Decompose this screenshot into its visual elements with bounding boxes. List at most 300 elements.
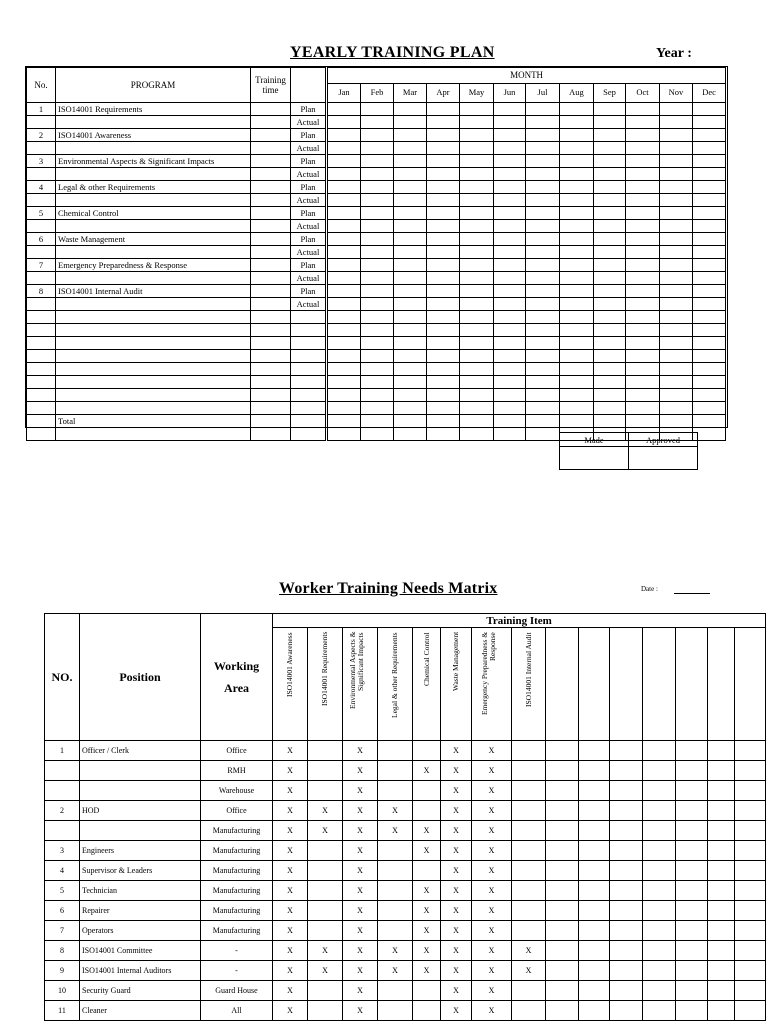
- training-mark-empty[interactable]: [546, 741, 579, 761]
- training-mark-empty[interactable]: [610, 861, 643, 881]
- month-cell-jan[interactable]: [327, 272, 361, 285]
- month-cell-feb[interactable]: [361, 324, 394, 337]
- training-mark-empty[interactable]: [643, 921, 676, 941]
- month-cell-jun[interactable]: [494, 285, 526, 298]
- month-cell-dec[interactable]: [693, 415, 726, 428]
- month-cell-apr[interactable]: [427, 363, 460, 376]
- month-cell-sep[interactable]: [594, 220, 626, 233]
- training-mark[interactable]: X: [512, 941, 546, 961]
- month-cell-feb[interactable]: [361, 311, 394, 324]
- training-time-cell[interactable]: [251, 337, 291, 350]
- training-mark-empty[interactable]: [579, 1001, 610, 1021]
- month-cell-nov[interactable]: [660, 116, 693, 129]
- month-cell-feb[interactable]: [361, 350, 394, 363]
- date-field[interactable]: [674, 593, 710, 594]
- month-cell-apr[interactable]: [427, 142, 460, 155]
- training-mark[interactable]: X: [441, 941, 472, 961]
- month-cell-jan[interactable]: [327, 259, 361, 272]
- training-mark-empty[interactable]: [579, 901, 610, 921]
- month-cell-nov[interactable]: [660, 363, 693, 376]
- training-mark-empty[interactable]: [676, 881, 708, 901]
- month-cell-dec[interactable]: [693, 272, 726, 285]
- month-cell-dec[interactable]: [693, 168, 726, 181]
- program-name-cell[interactable]: [56, 363, 251, 376]
- training-mark[interactable]: [378, 901, 413, 921]
- month-cell-may[interactable]: [460, 415, 494, 428]
- month-cell-oct[interactable]: [626, 259, 660, 272]
- training-mark[interactable]: [378, 761, 413, 781]
- month-cell-jul[interactable]: [526, 233, 560, 246]
- month-cell-aug[interactable]: [560, 363, 594, 376]
- training-mark[interactable]: X: [441, 1001, 472, 1021]
- training-mark[interactable]: X: [308, 821, 343, 841]
- month-cell-sep[interactable]: [594, 272, 626, 285]
- month-cell-jun[interactable]: [494, 272, 526, 285]
- training-time-cell[interactable]: [251, 116, 291, 129]
- training-mark[interactable]: [378, 861, 413, 881]
- approved-signature-field[interactable]: [629, 447, 698, 470]
- month-cell-jul[interactable]: [526, 337, 560, 350]
- month-cell-sep[interactable]: [594, 129, 626, 142]
- month-cell-nov[interactable]: [660, 389, 693, 402]
- program-name-cell[interactable]: [56, 402, 251, 415]
- training-mark[interactable]: [378, 981, 413, 1001]
- training-mark-empty[interactable]: [708, 941, 735, 961]
- training-mark-empty[interactable]: [643, 801, 676, 821]
- month-cell-apr[interactable]: [427, 376, 460, 389]
- month-cell-apr[interactable]: [427, 389, 460, 402]
- training-mark[interactable]: [413, 801, 441, 821]
- training-mark[interactable]: [512, 1001, 546, 1021]
- month-cell-nov[interactable]: [660, 285, 693, 298]
- month-cell-mar[interactable]: [394, 285, 427, 298]
- training-mark[interactable]: X: [441, 921, 472, 941]
- month-cell-oct[interactable]: [626, 363, 660, 376]
- training-mark-empty[interactable]: [579, 861, 610, 881]
- training-mark-empty[interactable]: [546, 821, 579, 841]
- month-cell-feb[interactable]: [361, 246, 394, 259]
- month-cell-oct[interactable]: [626, 298, 660, 311]
- month-cell-dec[interactable]: [693, 376, 726, 389]
- month-cell-may[interactable]: [460, 142, 494, 155]
- month-cell-jul[interactable]: [526, 376, 560, 389]
- month-cell-mar[interactable]: [394, 142, 427, 155]
- month-cell-jun[interactable]: [494, 376, 526, 389]
- month-cell-nov[interactable]: [660, 402, 693, 415]
- month-cell-aug[interactable]: [560, 194, 594, 207]
- month-cell-sep[interactable]: [594, 285, 626, 298]
- training-mark[interactable]: X: [472, 981, 512, 1001]
- month-cell-sep[interactable]: [594, 389, 626, 402]
- month-cell-mar[interactable]: [394, 402, 427, 415]
- training-mark[interactable]: X: [273, 881, 308, 901]
- month-cell-jan[interactable]: [327, 376, 361, 389]
- training-time-cell[interactable]: [251, 207, 291, 220]
- training-mark[interactable]: X: [472, 881, 512, 901]
- training-mark-empty[interactable]: [579, 841, 610, 861]
- training-mark[interactable]: [512, 981, 546, 1001]
- training-mark[interactable]: X: [343, 941, 378, 961]
- month-cell-oct[interactable]: [626, 415, 660, 428]
- training-mark-empty[interactable]: [610, 761, 643, 781]
- training-mark[interactable]: X: [441, 781, 472, 801]
- training-mark[interactable]: X: [343, 821, 378, 841]
- month-cell-feb[interactable]: [361, 207, 394, 220]
- month-cell-mar[interactable]: [394, 259, 427, 272]
- month-cell-nov[interactable]: [660, 311, 693, 324]
- training-time-cell[interactable]: [251, 233, 291, 246]
- month-cell-feb[interactable]: [361, 142, 394, 155]
- month-cell-mar[interactable]: [394, 233, 427, 246]
- month-cell-sep[interactable]: [594, 194, 626, 207]
- training-mark[interactable]: [512, 761, 546, 781]
- training-mark[interactable]: [413, 781, 441, 801]
- training-mark-empty[interactable]: [546, 841, 579, 861]
- month-cell-dec[interactable]: [693, 129, 726, 142]
- month-cell-dec[interactable]: [693, 181, 726, 194]
- month-cell-oct[interactable]: [626, 285, 660, 298]
- training-mark[interactable]: X: [343, 841, 378, 861]
- month-cell-dec[interactable]: [693, 337, 726, 350]
- month-cell-jun[interactable]: [494, 220, 526, 233]
- month-cell-may[interactable]: [460, 168, 494, 181]
- training-mark-empty[interactable]: [708, 901, 735, 921]
- training-mark[interactable]: X: [413, 921, 441, 941]
- month-cell-oct[interactable]: [626, 194, 660, 207]
- training-mark[interactable]: X: [343, 781, 378, 801]
- training-mark[interactable]: X: [343, 981, 378, 1001]
- month-cell-apr[interactable]: [427, 324, 460, 337]
- training-mark[interactable]: X: [273, 761, 308, 781]
- month-cell-apr[interactable]: [427, 116, 460, 129]
- training-mark-empty[interactable]: [546, 761, 579, 781]
- training-mark[interactable]: X: [472, 861, 512, 881]
- month-cell-oct[interactable]: [626, 376, 660, 389]
- month-cell-oct[interactable]: [626, 324, 660, 337]
- month-cell-jul[interactable]: [526, 142, 560, 155]
- month-cell-oct[interactable]: [626, 220, 660, 233]
- month-cell-dec[interactable]: [693, 155, 726, 168]
- training-mark-empty[interactable]: [643, 741, 676, 761]
- training-mark-empty[interactable]: [708, 821, 735, 841]
- made-signature-field[interactable]: [560, 447, 629, 470]
- training-mark-empty[interactable]: [735, 921, 766, 941]
- month-cell-oct[interactable]: [626, 350, 660, 363]
- month-cell-feb[interactable]: [361, 285, 394, 298]
- month-cell-mar[interactable]: [394, 246, 427, 259]
- training-mark-empty[interactable]: [708, 961, 735, 981]
- month-cell-dec[interactable]: [693, 207, 726, 220]
- month-cell-jan[interactable]: [327, 142, 361, 155]
- training-mark[interactable]: [308, 861, 343, 881]
- training-mark-empty[interactable]: [708, 861, 735, 881]
- month-cell-sep[interactable]: [594, 337, 626, 350]
- month-cell-may[interactable]: [460, 103, 494, 116]
- month-cell-aug[interactable]: [560, 142, 594, 155]
- month-cell-oct[interactable]: [626, 337, 660, 350]
- month-cell-apr[interactable]: [427, 350, 460, 363]
- month-cell-sep[interactable]: [594, 181, 626, 194]
- training-mark[interactable]: [308, 841, 343, 861]
- training-mark[interactable]: X: [273, 821, 308, 841]
- training-mark-empty[interactable]: [643, 881, 676, 901]
- training-mark-empty[interactable]: [643, 841, 676, 861]
- training-mark[interactable]: [413, 1001, 441, 1021]
- training-mark[interactable]: X: [343, 961, 378, 981]
- month-cell-feb[interactable]: [361, 337, 394, 350]
- program-name-cell[interactable]: [56, 311, 251, 324]
- month-cell-sep[interactable]: [594, 311, 626, 324]
- month-cell-aug[interactable]: [560, 103, 594, 116]
- training-mark[interactable]: X: [472, 901, 512, 921]
- month-cell-nov[interactable]: [660, 233, 693, 246]
- month-cell-nov[interactable]: [660, 155, 693, 168]
- training-mark[interactable]: [308, 741, 343, 761]
- training-mark[interactable]: [378, 741, 413, 761]
- month-cell-may[interactable]: [460, 259, 494, 272]
- training-time-cell[interactable]: [251, 259, 291, 272]
- training-mark[interactable]: X: [413, 941, 441, 961]
- training-mark[interactable]: X: [308, 801, 343, 821]
- month-cell-sep[interactable]: [594, 116, 626, 129]
- month-cell-dec[interactable]: [693, 259, 726, 272]
- training-mark-empty[interactable]: [579, 981, 610, 1001]
- month-cell-jul[interactable]: [526, 259, 560, 272]
- month-cell-dec[interactable]: [693, 402, 726, 415]
- month-cell-jan[interactable]: [327, 350, 361, 363]
- training-mark[interactable]: X: [441, 761, 472, 781]
- month-cell-nov[interactable]: [660, 246, 693, 259]
- month-cell-oct[interactable]: [626, 116, 660, 129]
- training-mark-empty[interactable]: [610, 901, 643, 921]
- month-cell-jun[interactable]: [494, 116, 526, 129]
- month-cell-sep[interactable]: [594, 298, 626, 311]
- training-mark-empty[interactable]: [546, 921, 579, 941]
- month-cell-sep[interactable]: [594, 155, 626, 168]
- training-mark[interactable]: X: [472, 961, 512, 981]
- month-cell-dec[interactable]: [693, 363, 726, 376]
- training-mark-empty[interactable]: [546, 901, 579, 921]
- month-cell-dec[interactable]: [693, 233, 726, 246]
- training-mark-empty[interactable]: [735, 941, 766, 961]
- month-cell-nov[interactable]: [660, 350, 693, 363]
- month-cell-jun[interactable]: [494, 233, 526, 246]
- month-cell-jan[interactable]: [327, 207, 361, 220]
- month-cell-jul[interactable]: [526, 298, 560, 311]
- training-mark-empty[interactable]: [579, 801, 610, 821]
- month-cell-apr[interactable]: [427, 285, 460, 298]
- month-cell-aug[interactable]: [560, 259, 594, 272]
- month-cell-mar[interactable]: [394, 207, 427, 220]
- month-cell-oct[interactable]: [626, 129, 660, 142]
- training-mark[interactable]: X: [343, 901, 378, 921]
- month-cell-apr[interactable]: [427, 233, 460, 246]
- month-cell-may[interactable]: [460, 350, 494, 363]
- training-mark[interactable]: [308, 981, 343, 1001]
- training-mark[interactable]: X: [413, 901, 441, 921]
- training-mark-empty[interactable]: [610, 821, 643, 841]
- month-cell-oct[interactable]: [626, 207, 660, 220]
- month-cell-aug[interactable]: [560, 246, 594, 259]
- training-mark-empty[interactable]: [708, 921, 735, 941]
- training-mark[interactable]: [512, 821, 546, 841]
- month-cell-feb[interactable]: [361, 376, 394, 389]
- month-cell-dec[interactable]: [693, 246, 726, 259]
- training-mark[interactable]: X: [413, 961, 441, 981]
- month-cell-nov[interactable]: [660, 103, 693, 116]
- training-mark[interactable]: X: [273, 861, 308, 881]
- training-mark[interactable]: [512, 801, 546, 821]
- training-time-cell[interactable]: [251, 311, 291, 324]
- month-cell-nov[interactable]: [660, 272, 693, 285]
- training-mark-empty[interactable]: [546, 861, 579, 881]
- month-cell-sep[interactable]: [594, 246, 626, 259]
- month-cell-jul[interactable]: [526, 129, 560, 142]
- month-cell-feb[interactable]: [361, 272, 394, 285]
- month-cell-apr[interactable]: [427, 181, 460, 194]
- month-cell-feb[interactable]: [361, 402, 394, 415]
- month-cell-jan[interactable]: [327, 220, 361, 233]
- month-cell-jan[interactable]: [327, 194, 361, 207]
- month-cell-dec[interactable]: [693, 389, 726, 402]
- month-cell-may[interactable]: [460, 363, 494, 376]
- month-cell-apr[interactable]: [427, 311, 460, 324]
- training-mark-empty[interactable]: [579, 921, 610, 941]
- month-cell-apr[interactable]: [427, 246, 460, 259]
- month-cell-jun[interactable]: [494, 389, 526, 402]
- month-cell-aug[interactable]: [560, 324, 594, 337]
- training-mark[interactable]: X: [273, 961, 308, 981]
- month-cell-nov[interactable]: [660, 194, 693, 207]
- training-mark[interactable]: [413, 741, 441, 761]
- month-cell-jul[interactable]: [526, 194, 560, 207]
- month-cell-jun[interactable]: [494, 311, 526, 324]
- month-cell-feb[interactable]: [361, 220, 394, 233]
- training-time-cell[interactable]: [251, 155, 291, 168]
- training-mark[interactable]: [378, 1001, 413, 1021]
- training-mark-empty[interactable]: [610, 801, 643, 821]
- training-mark-empty[interactable]: [610, 961, 643, 981]
- training-mark[interactable]: X: [441, 821, 472, 841]
- month-cell-jul[interactable]: [526, 311, 560, 324]
- month-cell-nov[interactable]: [660, 129, 693, 142]
- month-cell-feb[interactable]: [361, 168, 394, 181]
- training-mark-empty[interactable]: [643, 941, 676, 961]
- training-mark[interactable]: X: [472, 921, 512, 941]
- training-mark-empty[interactable]: [610, 841, 643, 861]
- month-cell-mar[interactable]: [394, 155, 427, 168]
- training-mark-empty[interactable]: [708, 841, 735, 861]
- training-mark[interactable]: X: [308, 961, 343, 981]
- month-cell-mar[interactable]: [394, 103, 427, 116]
- month-cell-jul[interactable]: [526, 220, 560, 233]
- month-cell-feb[interactable]: [361, 298, 394, 311]
- month-cell-dec[interactable]: [693, 350, 726, 363]
- training-mark-empty[interactable]: [708, 881, 735, 901]
- month-cell-aug[interactable]: [560, 337, 594, 350]
- month-cell-sep[interactable]: [594, 376, 626, 389]
- training-time-cell[interactable]: [251, 350, 291, 363]
- training-mark-empty[interactable]: [579, 741, 610, 761]
- month-cell-oct[interactable]: [626, 311, 660, 324]
- training-mark-empty[interactable]: [676, 941, 708, 961]
- training-mark-empty[interactable]: [546, 881, 579, 901]
- month-cell-nov[interactable]: [660, 142, 693, 155]
- month-cell-jun[interactable]: [494, 168, 526, 181]
- month-cell-feb[interactable]: [361, 389, 394, 402]
- training-mark[interactable]: [308, 761, 343, 781]
- training-mark[interactable]: [413, 981, 441, 1001]
- month-cell-mar[interactable]: [394, 116, 427, 129]
- training-mark[interactable]: X: [441, 841, 472, 861]
- training-time-cell[interactable]: [251, 142, 291, 155]
- training-mark[interactable]: [308, 1001, 343, 1021]
- training-mark[interactable]: X: [472, 761, 512, 781]
- month-cell-may[interactable]: [460, 428, 494, 441]
- month-cell-apr[interactable]: [427, 402, 460, 415]
- month-cell-jan[interactable]: [327, 298, 361, 311]
- training-time-cell[interactable]: [251, 298, 291, 311]
- training-mark[interactable]: [378, 781, 413, 801]
- month-cell-jan[interactable]: [327, 415, 361, 428]
- month-cell-sep[interactable]: [594, 168, 626, 181]
- training-time-cell[interactable]: [251, 181, 291, 194]
- training-mark-empty[interactable]: [610, 921, 643, 941]
- month-cell-aug[interactable]: [560, 350, 594, 363]
- month-cell-apr[interactable]: [427, 207, 460, 220]
- month-cell-jun[interactable]: [494, 259, 526, 272]
- month-cell-may[interactable]: [460, 376, 494, 389]
- month-cell-apr[interactable]: [427, 272, 460, 285]
- training-mark-empty[interactable]: [643, 781, 676, 801]
- month-cell-jan[interactable]: [327, 285, 361, 298]
- training-mark-empty[interactable]: [610, 881, 643, 901]
- training-mark-empty[interactable]: [735, 741, 766, 761]
- training-mark-empty[interactable]: [610, 981, 643, 1001]
- month-cell-jan[interactable]: [327, 311, 361, 324]
- training-mark[interactable]: X: [273, 941, 308, 961]
- training-mark[interactable]: X: [472, 841, 512, 861]
- training-mark[interactable]: X: [308, 941, 343, 961]
- month-cell-aug[interactable]: [560, 272, 594, 285]
- training-mark[interactable]: X: [441, 741, 472, 761]
- training-mark-empty[interactable]: [546, 801, 579, 821]
- training-mark[interactable]: X: [413, 881, 441, 901]
- month-cell-feb[interactable]: [361, 181, 394, 194]
- month-cell-jun[interactable]: [494, 246, 526, 259]
- month-cell-feb[interactable]: [361, 194, 394, 207]
- training-mark-empty[interactable]: [735, 861, 766, 881]
- month-cell-jan[interactable]: [327, 428, 361, 441]
- month-cell-dec[interactable]: [693, 285, 726, 298]
- month-cell-dec[interactable]: [693, 324, 726, 337]
- training-mark-empty[interactable]: [735, 801, 766, 821]
- month-cell-dec[interactable]: [693, 116, 726, 129]
- training-mark[interactable]: X: [273, 781, 308, 801]
- month-cell-mar[interactable]: [394, 363, 427, 376]
- training-mark[interactable]: X: [273, 981, 308, 1001]
- month-cell-oct[interactable]: [626, 272, 660, 285]
- month-cell-sep[interactable]: [594, 402, 626, 415]
- month-cell-oct[interactable]: [626, 402, 660, 415]
- training-mark-empty[interactable]: [610, 781, 643, 801]
- training-mark[interactable]: X: [413, 761, 441, 781]
- training-mark-empty[interactable]: [676, 921, 708, 941]
- training-mark[interactable]: X: [343, 801, 378, 821]
- month-cell-jul[interactable]: [526, 103, 560, 116]
- month-cell-oct[interactable]: [626, 142, 660, 155]
- month-cell-mar[interactable]: [394, 324, 427, 337]
